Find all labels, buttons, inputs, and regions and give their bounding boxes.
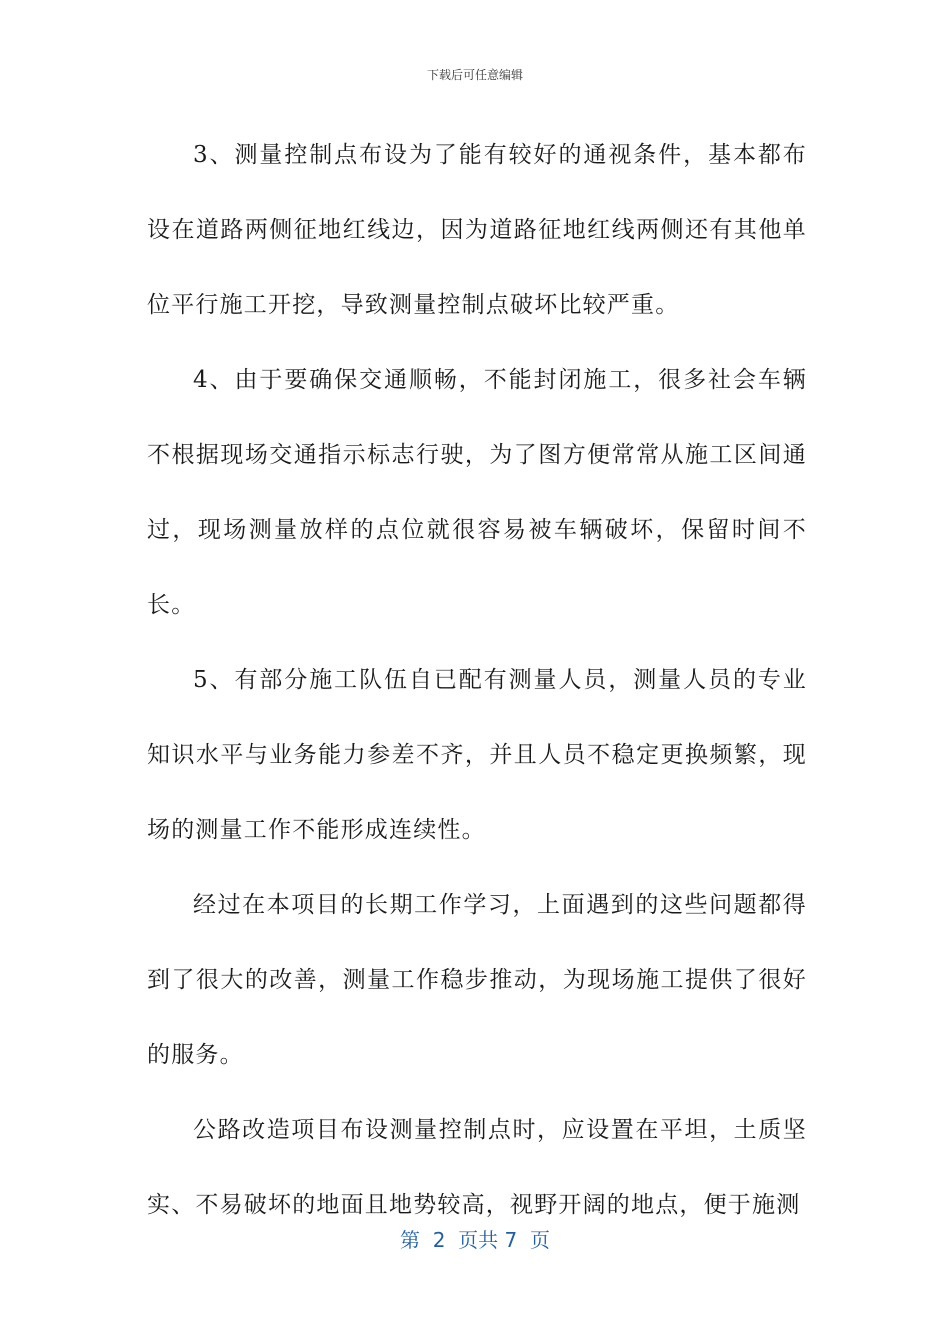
paragraph-item-4: 4、由于要确保交通顺畅，不能封闭施工，很多社会车辆不根据现场交通指示标志行驶，为了图方便常常从施工区间通过，现场测量放样的点位就很容易被车辆破坏，保留时间不长。 [147,367,807,618]
page-number-footer: 第 2 页共 7 页 [400,1228,550,1252]
header-note: 下载后可任意编辑 [426,68,523,82]
paragraph-item-3: 3、测量控制点布设为了能有较好的通视条件，基本都布设在道路两侧征地红线边，因为道路征地红线两侧还有其他单位平行施工开挖，导致测量控制点破坏比较严重。 [147,142,807,318]
paragraph-summary: 经过在本项目的长期工作学习，上面遇到的这些问题都得到了很大的改善，测量工作稳步推动，为现场施工提供了很好的服务。 [147,892,807,1068]
document-body [147,118,807,1243]
paragraph-control-points: 公路改造项目布设测量控制点时，应设置在平坦，土质坚实、不易破坏的地面且地势较高，视野开阔的地点，便于施测 [147,1117,807,1218]
paragraph-item-5: 5、有部分施工队伍自已配有测量人员，测量人员的专业知识水平与业务能力参差不齐，并且人员不稳定更换频繁，现场的测量工作不能形成连续性。 [147,667,807,843]
